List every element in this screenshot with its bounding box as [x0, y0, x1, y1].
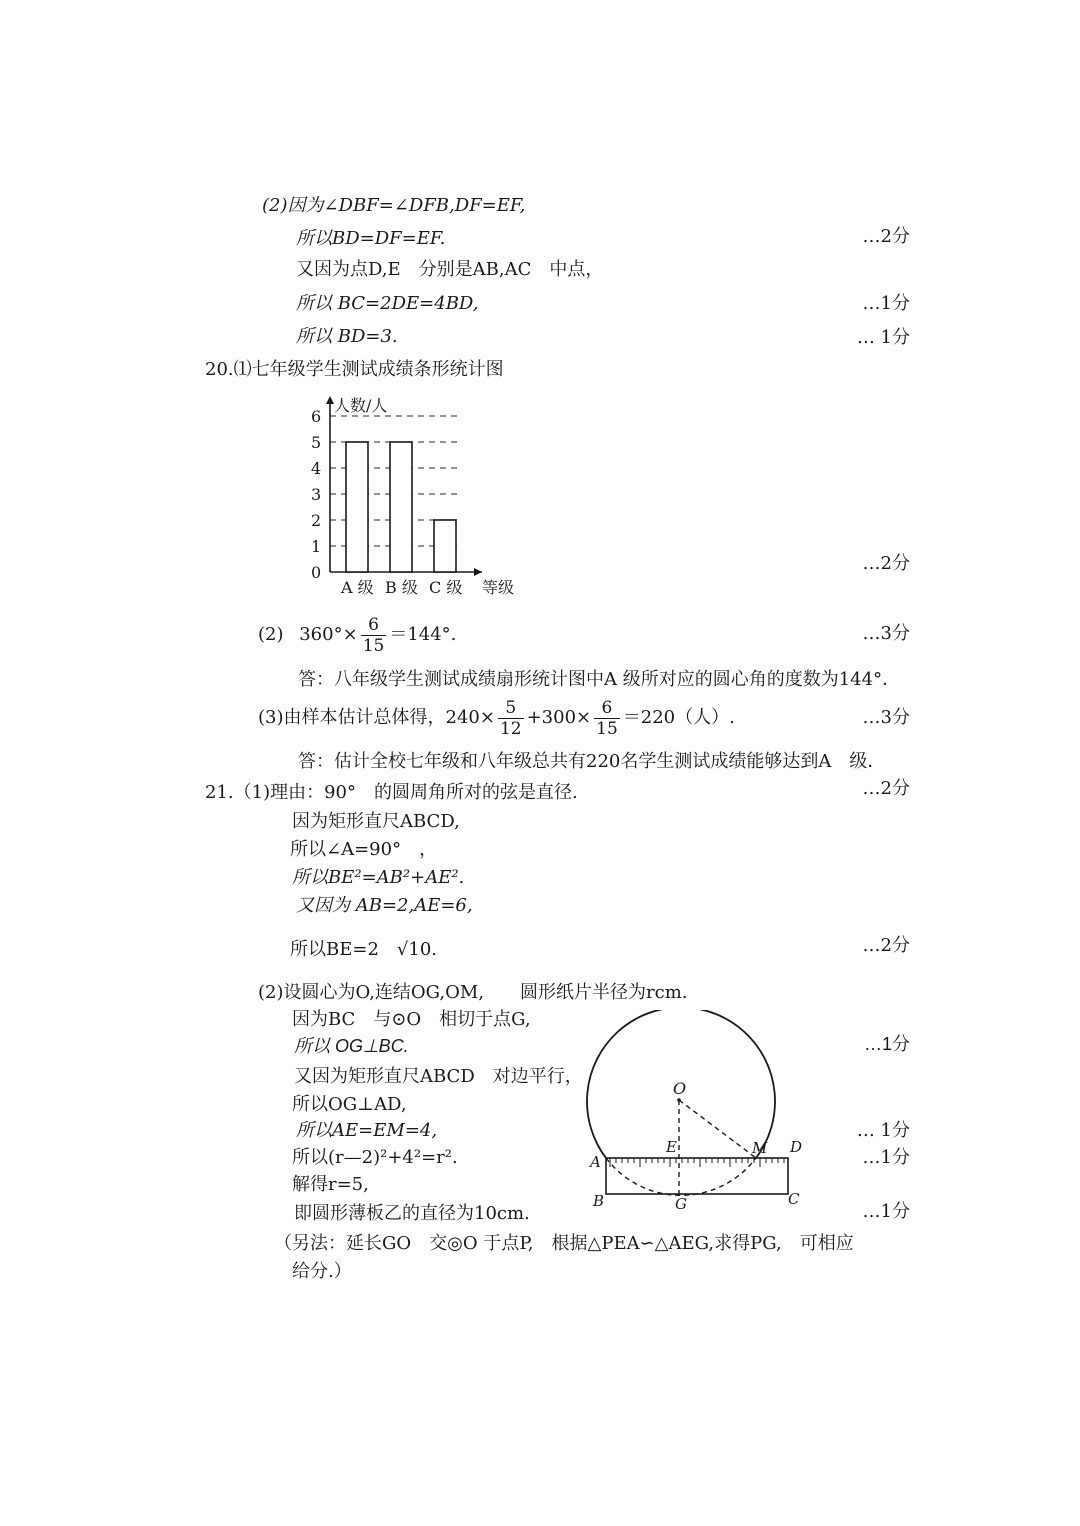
q21-p2-score-1: …1分 [863, 1034, 910, 1054]
q20-p3-expr-d: ＝220（人）. [622, 707, 735, 728]
x-axis-arrow [474, 568, 482, 576]
y-tick-label: 6 [311, 407, 322, 426]
y-tick-label: 3 [311, 485, 322, 504]
y-tick-label: 4 [311, 459, 322, 478]
ruler-rect [606, 1158, 788, 1194]
bar-1 [346, 442, 368, 572]
q21-alt-line-1: （另法：延长GO 交◎O 于点P, 根据△PEA∽△AEG,求得PG, 可相应 [274, 1233, 854, 1254]
q19-line-5: 所以 BD=3. [296, 326, 398, 347]
q20-p3-expr-b: 240× [445, 707, 495, 728]
q19-score-1: …2分 [862, 226, 910, 247]
q21-p2-line-6: 所以AE=EM=4, [296, 1120, 438, 1141]
q20-p3-text: (3)由样本估计总体得， [258, 707, 446, 728]
q20-p3-numerator-2: 6 [594, 698, 620, 719]
label-A: A [590, 1153, 601, 1171]
q19-line-1: (2)因为∠DBF=∠DFB,DF=EF, [262, 195, 526, 216]
q21-alt-line-2: 给分.） [292, 1261, 352, 1282]
q20-part-3 [258, 695, 735, 741]
q21-score-2: …2分 [862, 935, 910, 956]
y-tick-label: 5 [311, 433, 322, 452]
q21-p2-line-4: 又因为矩形直尺ABCD 对边平行， [294, 1066, 583, 1087]
q21-line-6: 所以BE=2 √10. [290, 939, 437, 960]
q20-p3-score: …3分 [862, 707, 910, 728]
label-B: B [593, 1192, 605, 1210]
bar-chart [300, 392, 540, 607]
q19-line-2: 所以BD=DF=EF. [296, 228, 446, 249]
q21-line-2: 因为矩形直尺ABCD, [292, 811, 460, 832]
label-O: O [673, 1079, 687, 1098]
label-M: M [752, 1139, 768, 1157]
q19-score-3: … 1分 [856, 327, 910, 348]
q20-p3-fraction-1 [498, 698, 524, 739]
q20-p3-denominator-1: 12 [499, 718, 522, 739]
q19-line-3: 又因为点D,E 分别是AB,AC 中点， [296, 259, 604, 280]
q20-p3-denominator-2: 15 [596, 718, 618, 739]
q21-p2-score-3: …1分 [862, 1147, 910, 1168]
y-axis-label: 人数/人 [334, 396, 388, 415]
bar-2 [390, 442, 412, 572]
q20-p2-denominator: 15 [362, 635, 385, 656]
center-point [677, 1098, 681, 1102]
label-E: E [666, 1138, 677, 1156]
q21-p2-line-9: 即圆形薄板乙的直径为10cm. [294, 1203, 530, 1224]
q19-score-2: …1分 [862, 293, 910, 314]
q20-p3-fraction-2 [594, 698, 620, 739]
x-tick-label: B 级 [385, 578, 418, 597]
q20-part-2 [258, 612, 456, 658]
label-C: C [788, 1190, 800, 1208]
x-tick-label: A 级 [341, 578, 374, 597]
q21-line-3: 所以∠A=90° ， [290, 839, 438, 860]
circle-ruler-figure [580, 1010, 810, 1210]
q20-chart-score: …2分 [862, 553, 910, 574]
q20-p2-numerator: 6 [361, 615, 387, 636]
q21-p2-line-8: 解得r=5, [292, 1174, 369, 1195]
label-G: G [675, 1195, 687, 1210]
q21-score-1: …2分 [862, 778, 910, 799]
y-axis-arrow [326, 396, 334, 404]
y-tick-label: 2 [311, 511, 322, 530]
q20-p2-label: (2) [258, 624, 284, 645]
circle-arc-dashed [606, 1158, 756, 1195]
q21-p2-line-2: 因为BC 与⊙O 相切于点G, [292, 1009, 531, 1030]
q21-p2-line-7: 所以(r—2)²+4²=r². [292, 1147, 458, 1168]
x-axis-label: 等级 [482, 578, 515, 597]
q20-p2-expr-b: ＝144°. [389, 624, 457, 645]
q19-line-4: 所以 BC=2DE=4BD, [296, 293, 479, 314]
q20-p3-expr-c: +300× [526, 707, 592, 728]
q21-p2-score-4: …1分 [862, 1201, 910, 1222]
y-tick-label: 0 [311, 563, 322, 582]
segment-om [679, 1100, 756, 1158]
y-tick-label: 1 [311, 537, 322, 556]
q20-title: 20.⑴七年级学生测试成绩条形统计图 [205, 359, 504, 380]
q21-p2-line-1: (2)设圆心为O,连结OG,OM, 圆形纸片半径为rcm. [258, 982, 688, 1003]
bar-3 [434, 520, 456, 572]
q21-line-4: 所以BE²=AB²+AE². [292, 867, 465, 888]
q20-p2-expr-a: 360°× [299, 624, 358, 645]
q20-answer-2: 答：估计全校七年级和八年级总共有220名学生测试成绩能够达到A 级． [298, 751, 886, 772]
q21-p2-score-2: … 1分 [856, 1120, 910, 1141]
q21-p2-line-3: 所以 OG⊥BC. [294, 1036, 409, 1056]
q20-p3-numerator-1: 5 [498, 698, 524, 719]
label-D: D [790, 1138, 803, 1156]
q21-line-5: 又因为 AB=2,AE=6, [296, 895, 473, 916]
q20-p2-score: …3分 [862, 623, 910, 644]
x-tick-label: C 级 [429, 578, 463, 597]
q20-p2-fraction [361, 615, 387, 656]
q21-p2-line-5: 所以OG⊥AD, [292, 1094, 407, 1115]
q20-answer-1: 答：八年级学生测试成绩扇形统计图中A 级所对应的圆心角的度数为144°． [298, 669, 901, 690]
q21-line-1: 21.（1)理由：90° 的圆周角所对的弦是直径. [205, 782, 578, 803]
